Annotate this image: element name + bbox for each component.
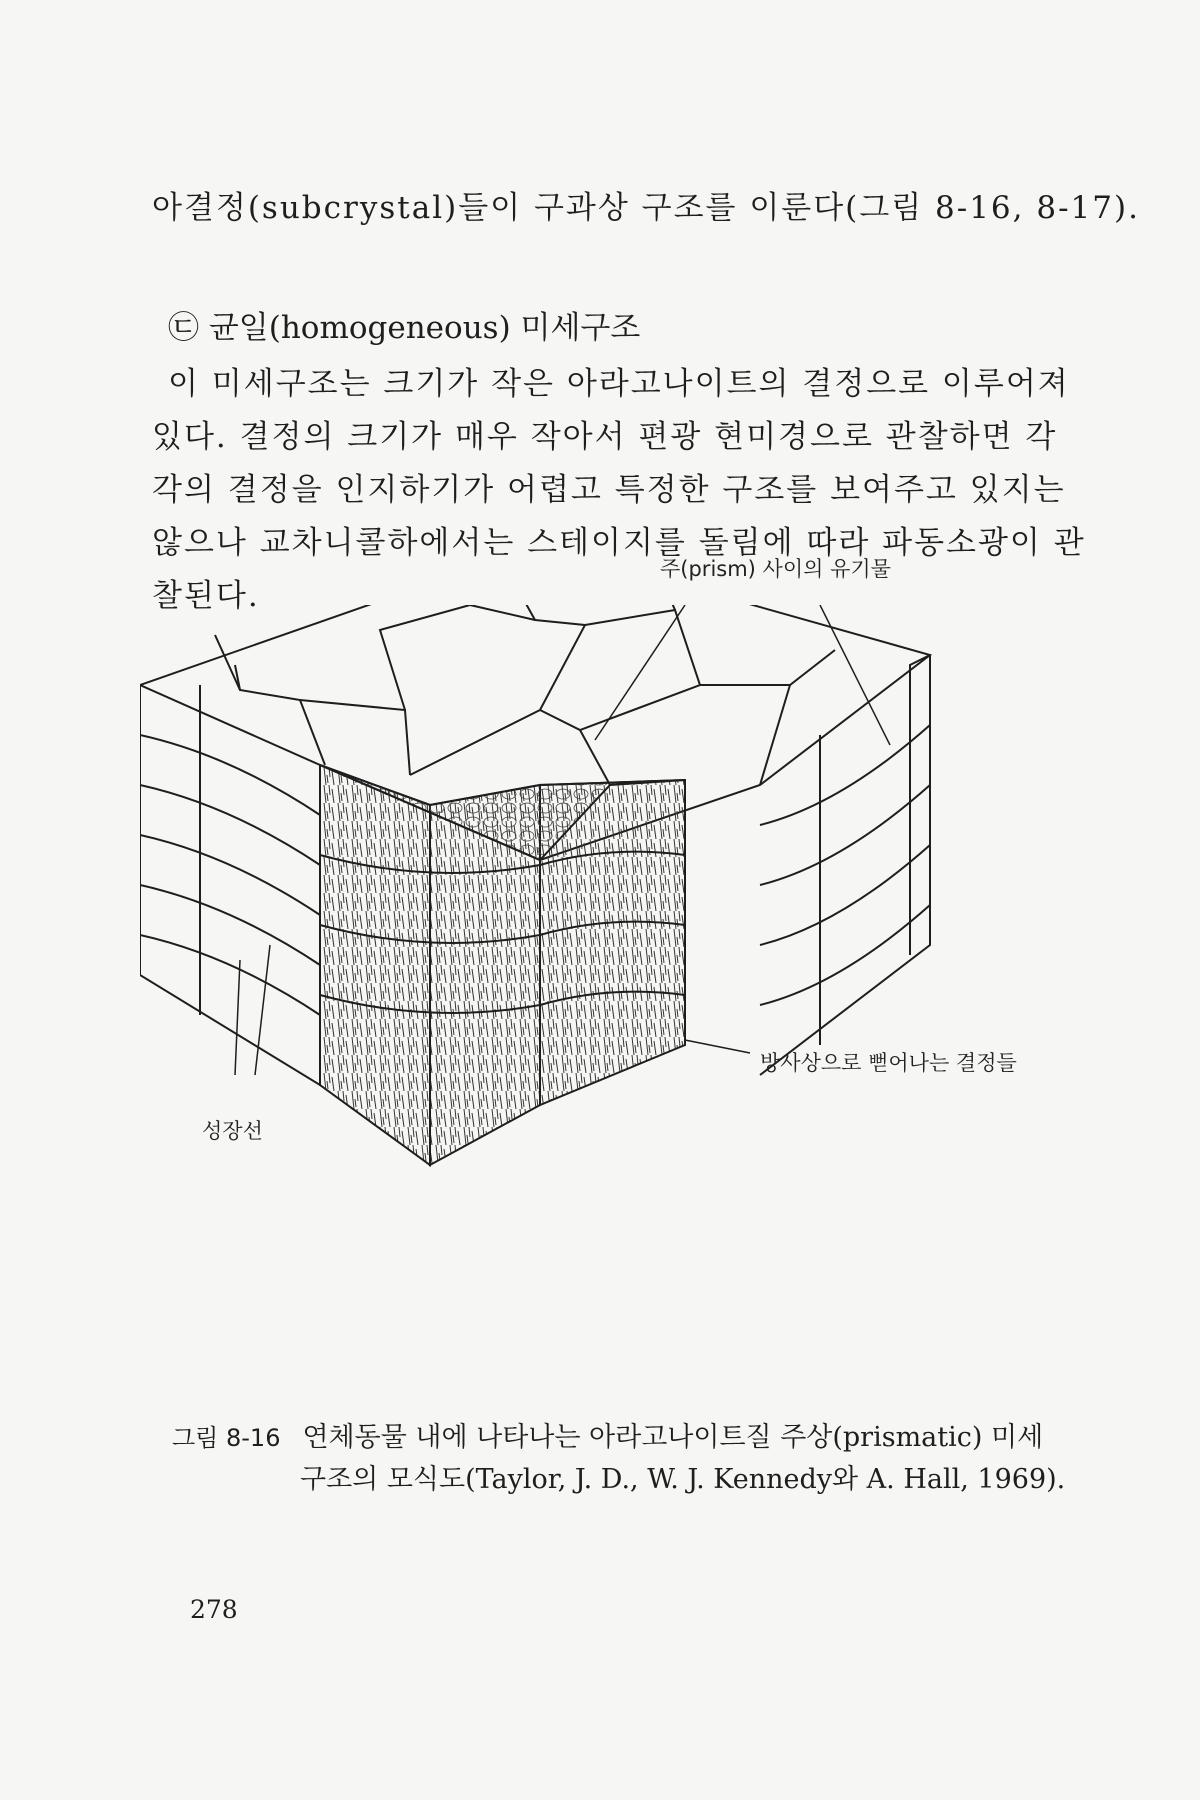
block-right-face [760, 655, 930, 1075]
caption-text-1: 연체동물 내에 나타나는 아라고나이트질 주상(prismatic) 미세 [302, 1422, 1044, 1453]
label-prism-organic-matter: 주(prism) 사이의 유기물 [660, 557, 891, 581]
page-number: 278 [190, 1595, 238, 1624]
block-diagram [140, 605, 1070, 1305]
paragraph-line: 않으나 교차니콜하에서는 스테이지를 돌림에 따라 파동소광이 관 [152, 525, 1086, 561]
label-radiating-crystals: 방사상으로 뻗어나는 결정들 [760, 1051, 1017, 1075]
section-heading: ㉢ 균일(homogeneous) 미세구조 [168, 310, 641, 346]
paragraph-line: 찰된다. [152, 578, 260, 614]
paragraph-line: 있다. 결정의 크기가 매우 작아서 편광 현미경으로 관찰하면 각 [152, 419, 1058, 455]
figure-caption-line-1 [172, 1415, 1043, 1454]
label-growth-lines: 성장선 [202, 1119, 263, 1143]
body-text-line-1: 아결정(subcrystal)들이 구과상 구조를 이룬다(그림 8-16, 8-17). [152, 190, 1140, 226]
block-left-face [140, 685, 320, 1085]
column-left-face [320, 765, 430, 1165]
paragraph-line: 이 미세구조는 크기가 작은 아라고나이트의 결정으로 이루어져 [168, 366, 1070, 402]
paragraph-line: 각의 결정을 인지하기가 어렵고 특정한 구조를 보여주고 있지는 [152, 472, 1066, 508]
figure-number: 그림 8-16 [172, 1424, 281, 1452]
figure-caption-line-2: 구조의 모식도(Taylor, J. D., W. J. Kennedy와 A. Hall, 1969). [300, 1464, 1066, 1495]
